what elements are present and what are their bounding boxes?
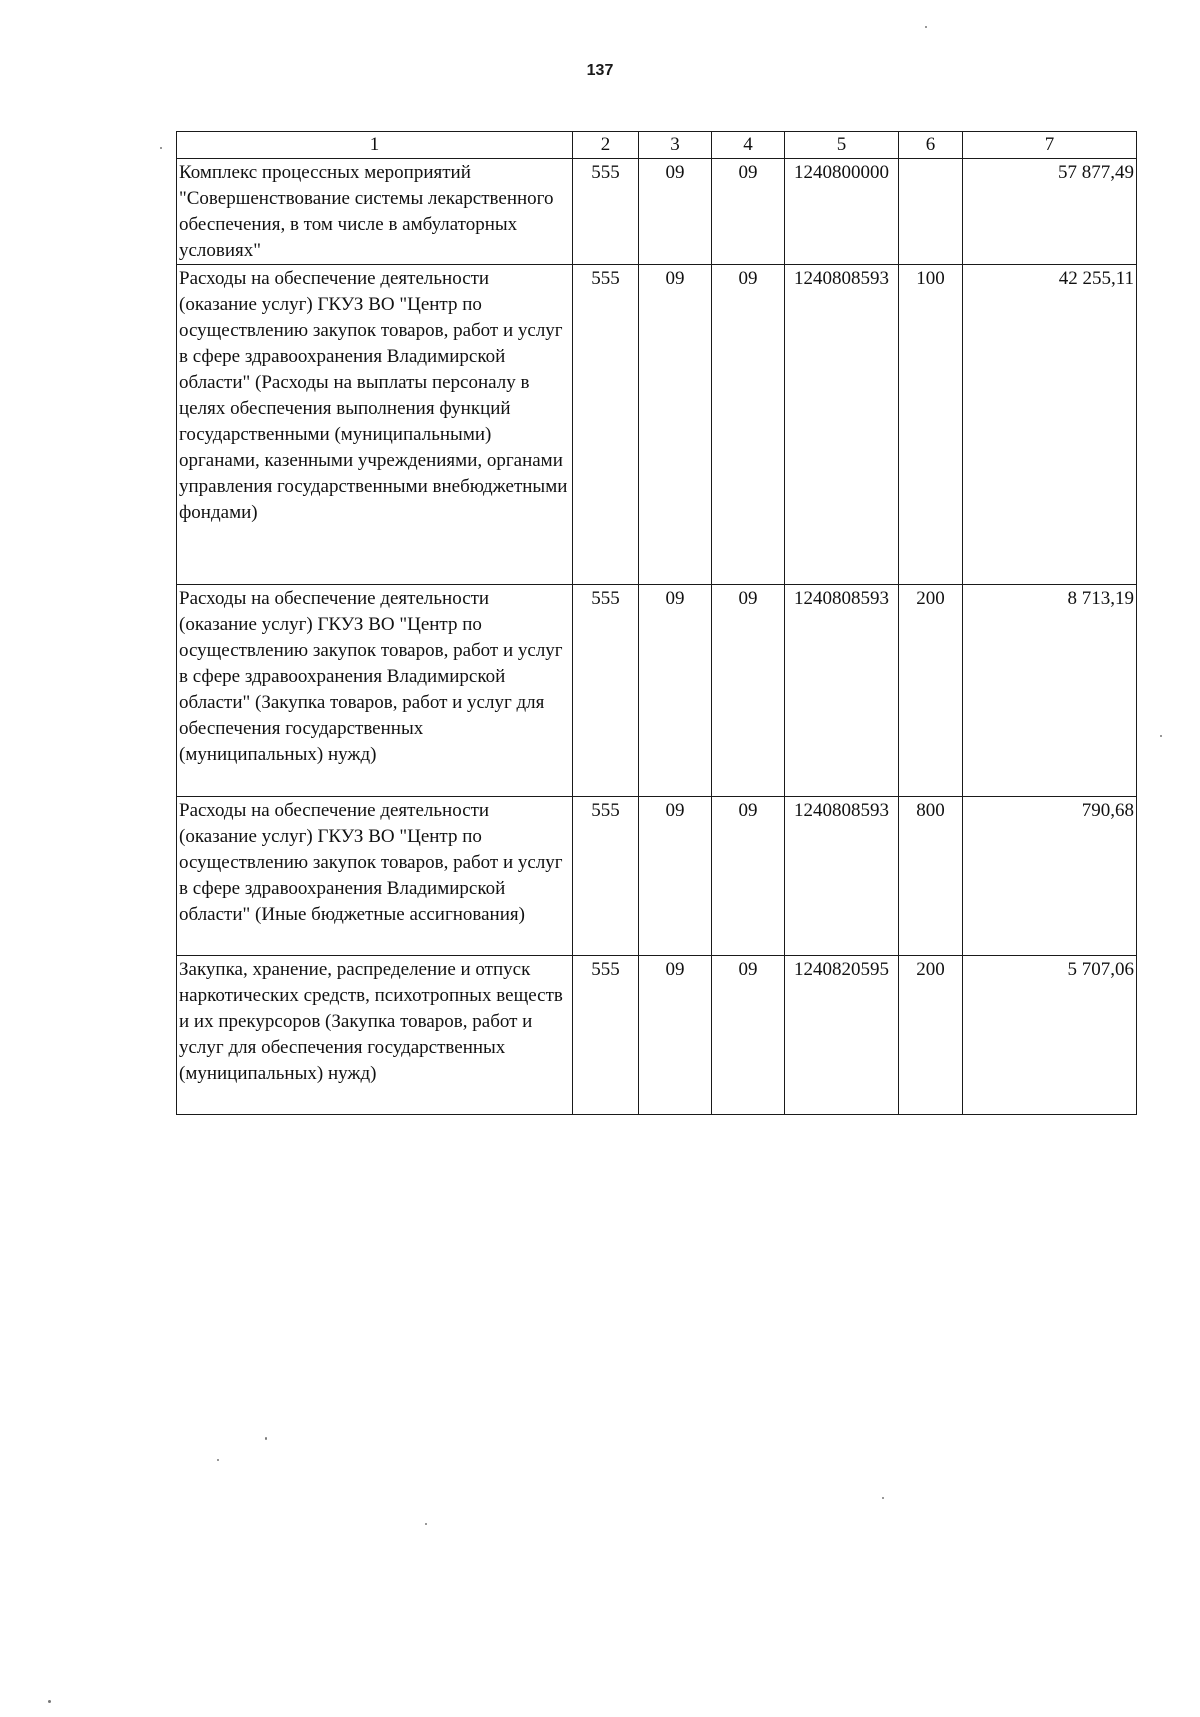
amount-cell: 8 713,19	[963, 585, 1137, 797]
section-code-cell: 09	[639, 159, 712, 265]
table-row	[177, 956, 1137, 1115]
expense-type-cell: 200	[899, 585, 963, 797]
column-header: 6	[899, 132, 963, 159]
amount-cell: 42 255,11	[963, 265, 1137, 585]
expense-type-cell: 200	[899, 956, 963, 1115]
subsection-code-cell: 09	[712, 956, 785, 1115]
expense-type-cell	[899, 159, 963, 265]
subsection-code-cell: 09	[712, 265, 785, 585]
expense-name-cell: Расходы на обеспечение деятельности (оказание услуг) ГКУЗ ВО "Центр по осуществлению закупок товаров, работ и услуг в сфере здравоохранения Владимирской области" (Иные бюджетные ассигнования)	[177, 797, 573, 956]
table-row	[177, 797, 1137, 956]
subsection-code-cell: 09	[712, 797, 785, 956]
expense-name-cell: Расходы на обеспечение деятельности (оказание услуг) ГКУЗ ВО "Центр по осуществлению закупок товаров, работ и услуг в сфере здравоохранения Владимирской области" (Расходы на выплаты персоналу в целях обеспечения выполнения функций государственными (муниципальными) органами, казенными учреждениями, органами управления государственными внебюджетными фондами)	[177, 265, 573, 585]
column-header: 7	[963, 132, 1137, 159]
table-header-row	[177, 132, 1137, 159]
section-code-cell: 09	[639, 956, 712, 1115]
amount-cell: 5 707,06	[963, 956, 1137, 1115]
target-article-cell: 1240800000	[785, 159, 899, 265]
scan-speck	[48, 1700, 51, 1703]
ministry-code-cell: 555	[573, 956, 639, 1115]
column-header: 3	[639, 132, 712, 159]
expense-name-cell: Закупка, хранение, распределение и отпуск наркотических средств, психотропных веществ и их прекурсоров (Закупка товаров, работ и услуг для обеспечения государственных (муниципальных) нужд)	[177, 956, 573, 1115]
page-number: 137	[586, 62, 614, 79]
section-code-cell: 09	[639, 585, 712, 797]
amount-cell: 790,68	[963, 797, 1137, 956]
target-article-cell: 1240808593	[785, 585, 899, 797]
column-header: 2	[573, 132, 639, 159]
scan-speck	[265, 1437, 267, 1440]
expense-type-cell: 100	[899, 265, 963, 585]
ministry-code-cell: 555	[573, 797, 639, 956]
section-code-cell: 09	[639, 265, 712, 585]
subsection-code-cell: 09	[712, 159, 785, 265]
ministry-code-cell: 555	[573, 585, 639, 797]
scan-speck	[882, 1497, 884, 1499]
amount-cell: 57 877,49	[963, 159, 1137, 265]
expense-name-cell: Комплекс процессных мероприятий "Совершенствование системы лекарственного обеспечения, в том числе в амбулаторных условиях"	[177, 159, 573, 265]
expense-type-cell: 800	[899, 797, 963, 956]
target-article-cell: 1240808593	[785, 797, 899, 956]
scan-speck	[925, 26, 927, 28]
column-header: 4	[712, 132, 785, 159]
subsection-code-cell: 09	[712, 585, 785, 797]
expense-name-cell: Расходы на обеспечение деятельности (оказание услуг) ГКУЗ ВО "Центр по осуществлению закупок товаров, работ и услуг в сфере здравоохранения Владимирской области" (Закупка товаров, работ и услуг для обеспечения государственных (муниципальных) нужд)	[177, 585, 573, 797]
section-code-cell: 09	[639, 797, 712, 956]
table-row	[177, 159, 1137, 265]
table-row	[177, 265, 1137, 585]
scan-speck	[160, 147, 162, 149]
ministry-code-cell: 555	[573, 159, 639, 265]
column-header: 1	[177, 132, 573, 159]
scan-speck	[217, 1459, 219, 1461]
scan-speck	[1160, 735, 1162, 737]
scan-speck	[425, 1523, 427, 1525]
target-article-cell: 1240808593	[785, 265, 899, 585]
column-header: 5	[785, 132, 899, 159]
ministry-code-cell: 555	[573, 265, 639, 585]
target-article-cell: 1240820595	[785, 956, 899, 1115]
table-row	[177, 585, 1137, 797]
budget-table	[176, 131, 1137, 1115]
